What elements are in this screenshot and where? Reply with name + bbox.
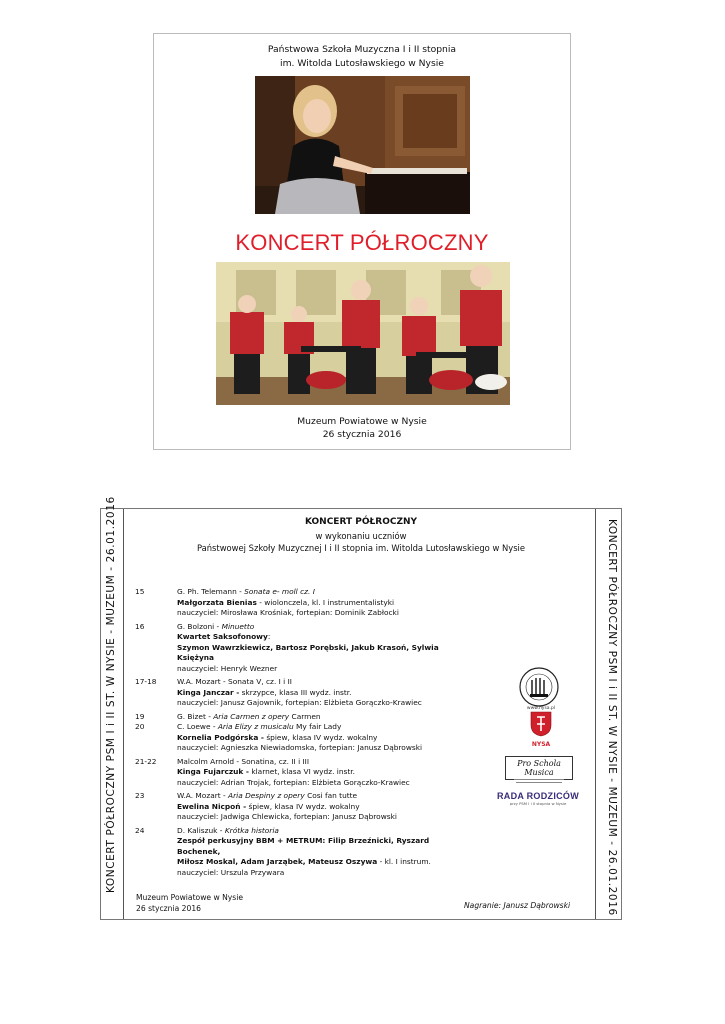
item-number: 16 bbox=[135, 621, 145, 631]
program-item bbox=[135, 757, 475, 789]
program-subtitle bbox=[101, 530, 621, 554]
item-teacher: nauczyciel: Jadwiga Chlewicka, fortepian: Janusz Dąbrowski bbox=[177, 812, 397, 821]
pro-schola-text: Pro Schola Musica bbox=[517, 759, 561, 777]
cover-date: 26 stycznia 2016 bbox=[322, 429, 402, 440]
item-performer-members: Szymon Wawrzkiewicz, Bartosz Porębski, Jakub Krasoń, Sylwia Księżyna bbox=[177, 642, 439, 662]
item-performer: Kinga Janczar - skrzypce, klasa III wydz. instr. bbox=[177, 687, 352, 697]
pianist-photo bbox=[255, 76, 470, 214]
item-piece-2: C. Loewe - Aria Elizy z musicalu My fair Lady bbox=[177, 722, 342, 731]
rada-rodzicow-logo bbox=[496, 791, 580, 806]
cover-venue-block bbox=[154, 415, 570, 441]
school-emblem-logo bbox=[516, 666, 562, 708]
item-performer: Kwartet Saksofonowy: bbox=[177, 632, 271, 641]
item-teacher: nauczyciel: Mirosława Krośniak, fortepian: Dominik Zabłocki bbox=[177, 608, 399, 617]
side-label-left: KONCERT PÓŁROCZNY PSM I i II ST. W NYSIE - MUZEUM - 26.01.2016 bbox=[105, 496, 117, 893]
item-teacher: nauczyciel: Urszula Przywara bbox=[177, 867, 285, 877]
program-list bbox=[135, 587, 475, 881]
program-item bbox=[135, 791, 475, 823]
rada-subtitle: przy PSM I i II stopnia w Nysie bbox=[509, 801, 567, 806]
left-divider bbox=[123, 509, 124, 919]
program-subtitle-line1: w wykonaniu uczniów bbox=[315, 531, 407, 541]
school-name-line1: Państwowa Szkoła Muzyczna I i II stopnia bbox=[267, 44, 457, 55]
item-performer: Kornelia Podgórska - śpiew, klasa IV wydz. wokalny bbox=[177, 732, 378, 742]
item-number: 24 bbox=[135, 825, 145, 835]
item-teacher: nauczyciel: Henryk Wezner bbox=[177, 663, 278, 673]
item-number: 23 bbox=[135, 791, 145, 800]
nysa-crest-icon bbox=[530, 711, 552, 737]
program-item bbox=[135, 712, 475, 754]
item-performer: Małgorzata Bienias - wiolonczela, kl. I instrumentalistyki bbox=[177, 597, 395, 607]
item-piece: W.A. Mozart - Aria Despiny z opery Cosi fan tutte bbox=[177, 791, 358, 800]
item-performer-members: Miłosz Moskal, Adam Jarząbek, Mateusz Oszywa - kl. I instrum. bbox=[177, 857, 431, 866]
program-title: KONCERT PÓŁROCZNY bbox=[304, 517, 418, 527]
item-teacher: nauczyciel: Adrian Trojak, fortepian: Elżbieta Gorączko-Krawiec bbox=[177, 777, 410, 787]
item-piece: Malcolm Arnold - Sonatina, cz. II i III bbox=[177, 756, 310, 766]
nysa-url: www.nysa.pl bbox=[526, 706, 556, 711]
footer-date: 26 stycznia 2016 bbox=[136, 903, 201, 913]
program-subtitle-line2: Państwowej Szkoły Muzycznej I i II stopnia im. Witolda Lutosławskiego w Nysie bbox=[196, 543, 526, 553]
item-piece: W.A. Mozart - Sonata V, cz. I i II bbox=[177, 677, 292, 686]
item-performer: Ewelina Nicpoń - śpiew, klasa IV wydz. wokalny bbox=[177, 801, 360, 811]
program-item bbox=[135, 622, 475, 675]
item-piece: G. Ph. Telemann - Sonata e- moll cz. I bbox=[177, 587, 315, 596]
cover-page bbox=[153, 33, 571, 450]
item-performer: Kinga Fujarczuk - klarnet, klasa VI wydz. instr. bbox=[177, 767, 355, 776]
item-piece: G. Bolzoni - Minuetto bbox=[177, 621, 255, 631]
item-number: 17-18 bbox=[135, 677, 157, 686]
pro-schola-musica-logo bbox=[505, 756, 573, 780]
footer-venue: Muzeum Powiatowe w Nysie bbox=[136, 893, 244, 902]
item-piece: D. Kaliszuk - Krótka historia bbox=[177, 825, 279, 835]
percussion-ensemble-photo bbox=[216, 262, 510, 405]
item-number: 19 20 bbox=[135, 711, 145, 731]
recording-credit: Nagranie: Janusz Dąbrowski bbox=[464, 901, 571, 910]
cover-title: KONCERT PÓŁROCZNY bbox=[235, 230, 489, 255]
item-performer: Zespół perkusyjny BBM + METRUM: Filip Brzeźnicki, Ryszard Bochenek, bbox=[177, 836, 430, 856]
right-divider bbox=[595, 509, 596, 919]
program-item bbox=[135, 587, 475, 619]
program-footer-venue bbox=[136, 893, 243, 914]
cover-venue: Muzeum Powiatowe w Nysie bbox=[297, 416, 427, 427]
item-teacher: nauczyciel: Agnieszka Niewiadomska, fortepian: Janusz Dąbrowski bbox=[177, 743, 423, 752]
school-name-line2: im. Witolda Lutosławskiego w Nysie bbox=[280, 58, 444, 69]
nysa-logo bbox=[521, 706, 561, 748]
item-number: 15 bbox=[135, 587, 145, 596]
program-item bbox=[135, 677, 475, 709]
program-page bbox=[100, 496, 622, 920]
item-teacher: nauczyciel: Janusz Gajownik, fortepian: Elżbieta Gorączko-Krawiec bbox=[177, 698, 422, 707]
side-label-right: KONCERT PÓŁROCZNY PSM I i II ST. W NYSIE - MUZEUM - 26.01.2016 bbox=[606, 519, 618, 916]
item-piece: G. Bizet - Aria Carmen z opery Carmen bbox=[177, 711, 321, 721]
rada-title: RADA RODZICÓW bbox=[496, 791, 580, 801]
item-number: 21-22 bbox=[135, 756, 157, 766]
nysa-text: NYSA bbox=[531, 741, 551, 748]
program-item bbox=[135, 826, 475, 879]
